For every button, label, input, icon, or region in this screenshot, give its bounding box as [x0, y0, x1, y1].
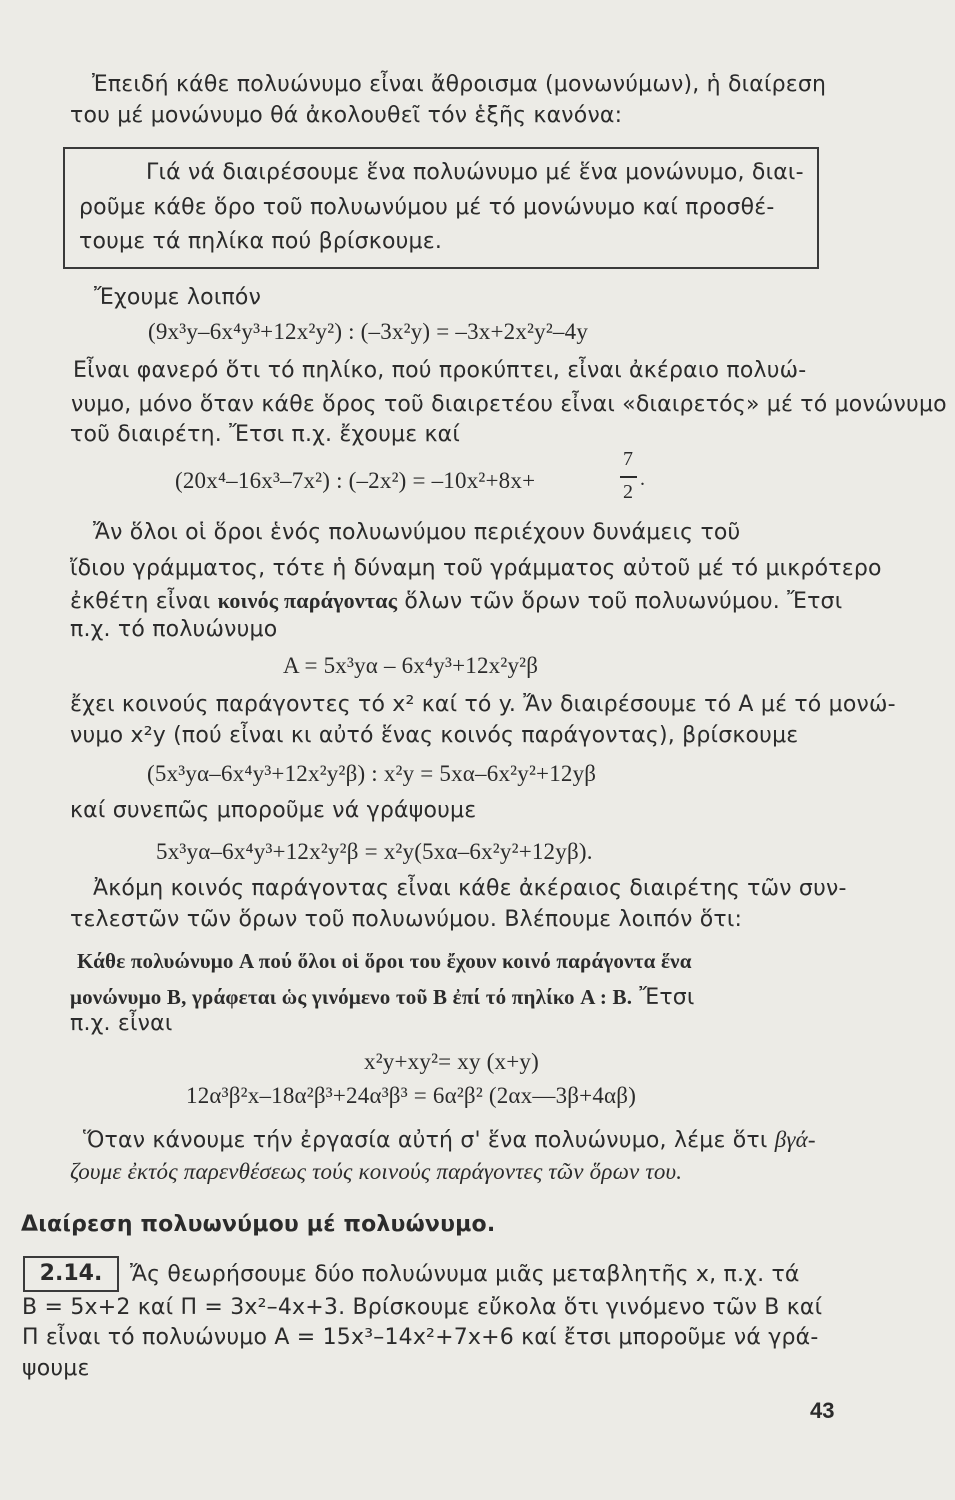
p2-line-4: π.χ. τό πολυώνυμο	[70, 617, 278, 642]
rule-line-2: ροῦμε κάθε ὅρο τοῦ πολυωνύμου μέ τό μονώνυμο καί προσθέ-	[79, 195, 775, 220]
p2-line-6: νυμο x²y (πού εἶναι κι αὐτό ἕνας κοινός παράγοντας), βρίσκουμε	[70, 723, 799, 748]
intro-line-1: Ἐπειδή κάθε πολυώνυμο εἶναι ἄθροισμα (μονωνύμων), ἡ διαίρεση	[92, 72, 827, 97]
p3-line-2: τελεστῶν τῶν ὅρων τοῦ πολυωνύμου. Βλέπουμε λοιπόν ὅτι:	[70, 907, 743, 932]
bold-rule-tail: Ἔτσι	[632, 985, 695, 1010]
bold-rule-text: μονώνυμο B, γράφεται ὡς γινόμενο τοῦ B ἐπί τό πηλίκο A : B.	[70, 985, 633, 1009]
equation-5: 5x³yα–6x⁴y³+12x²y²β = x²y(5xα–6x²y²+12yβ).	[156, 839, 593, 864]
common-factor-term: κοινός παράγοντας	[217, 588, 398, 613]
p3-line-4-italic: βγά-	[774, 1127, 816, 1152]
intro-line-2: του μέ μονώνυμο θά ἀκολουθεῖ τόν ἑξῆς κανόνα:	[70, 103, 623, 128]
p2-line-3-start: ἐκθέτη εἶναι	[70, 589, 218, 614]
p1-line-2: Εἶναι φανερό ὅτι τό πηλίκο, πού προκύπτει, εἶναι ἀκέραιο πολυώ-	[73, 358, 807, 383]
equation-2-period: .	[640, 468, 645, 490]
page-number: 43	[810, 1398, 835, 1423]
p2-line-1: Ἄν ὅλοι οἱ ὅροι ἑνός πολυωνύμου περιέχουν δυνάμεις τοῦ	[93, 520, 741, 545]
bold-rule-line-1: Κάθε πολυώνυμο A πού ὅλοι οἱ ὅροι του ἔχουν κοινό παράγοντα ἕνα	[77, 949, 692, 973]
equation-6: x²y+xy²= xy (x+y)	[364, 1049, 539, 1074]
equation-4: (5x³yα–6x⁴y³+12x²y²β) : x²y = 5xα–6x²y²+12yβ	[147, 761, 597, 786]
p3-line-1: Ἀκόμη κοινός παράγοντας εἶναι κάθε ἀκέραιος διαιρέτης τῶν συν-	[93, 876, 847, 901]
p2-line-3-end: ὅλων τῶν ὅρων τοῦ πολυωνύμου. Ἔτσι	[397, 589, 843, 614]
equation-3: A = 5x³yα – 6x⁴y³+12x²y²β	[283, 653, 539, 678]
section-line-1: Ἄς θεωρήσουμε δύο πολυώνυμα μιᾶς μεταβλητῆς x, π.χ. τά	[130, 1262, 800, 1287]
p2-line-7: καί συνεπῶς μποροῦμε νά γράψουμε	[70, 798, 477, 823]
p2-line-5: ἔχει κοινούς παράγοντες τό x² καί τό y. Ἄν διαιρέσουμε τό A μέ τό μονώ-	[70, 692, 896, 717]
p3-line-5: ζουμε ἐκτός παρενθέσεως τούς κοινούς παράγοντες τῶν ὅρων του.	[70, 1159, 683, 1184]
rule-line-1: Γιά νά διαιρέσουμε ἕνα πολυώνυμο μέ ἕνα μονώνυμο, διαι-	[146, 160, 804, 185]
equation-1: (9x³y–6x⁴y³+12x²y²) : (–3x²y) = –3x+2x²y²–4y	[148, 319, 589, 344]
section-number: 2.14.	[23, 1256, 119, 1292]
p3-line-4-text: Ὅταν κάνουμε τήν ἐργασία αὐτή σ' ἕνα πολυώνυμο, λέμε ὅτι	[83, 1128, 775, 1153]
p3-line-3: π.χ. εἶναι	[70, 1011, 173, 1036]
section-heading: Διαίρεση πολυωνύμου μέ πολυώνυμο.	[21, 1212, 496, 1237]
p1-line-4: τοῦ διαιρέτη. Ἔτσι π.χ. ἔχουμε καί	[70, 422, 461, 447]
fraction-bar	[620, 476, 637, 478]
p3-line-4	[83, 1125, 816, 1156]
section-line-4: ψουμε	[22, 1356, 90, 1381]
equation-7: 12α³β²x–18α²β³+24α³β³ = 6α²β² (2αx—3β+4αβ)	[186, 1083, 637, 1108]
fraction-numerator: 7	[623, 448, 633, 470]
section-line-2: B = 5x+2 καί Π = 3x²–4x+3. Βρίσκουμε εὔκολα ὅτι γινόμενο τῶν B καί	[22, 1295, 823, 1320]
equation-2: (20x⁴–16x³–7x²) : (–2x²) = –10x²+8x+	[175, 468, 536, 493]
fraction-denominator: 2	[623, 481, 633, 503]
section-line-3: Π εἶναι τό πολυώνυμο A = 15x³–14x²+7x+6 καί ἔτσι μποροῦμε νά γρά-	[22, 1325, 819, 1350]
p2-line-2: ἴδιου γράμματος, τότε ἡ δύναμη τοῦ γράμματος αὐτοῦ μέ τό μικρότερο	[70, 556, 882, 581]
p2-line-3	[70, 586, 842, 617]
rule-line-3: τουμε τά πηλίκα πού βρίσκουμε.	[79, 229, 443, 254]
p1-line-3: νυμο, μόνο ὅταν κάθε ὅρος τοῦ διαιρετέου εἶναι «διαιρετός» μέ τό μονώνυμο	[71, 392, 947, 417]
p1-line-1: Ἔχουμε λοιπόν	[94, 285, 262, 310]
